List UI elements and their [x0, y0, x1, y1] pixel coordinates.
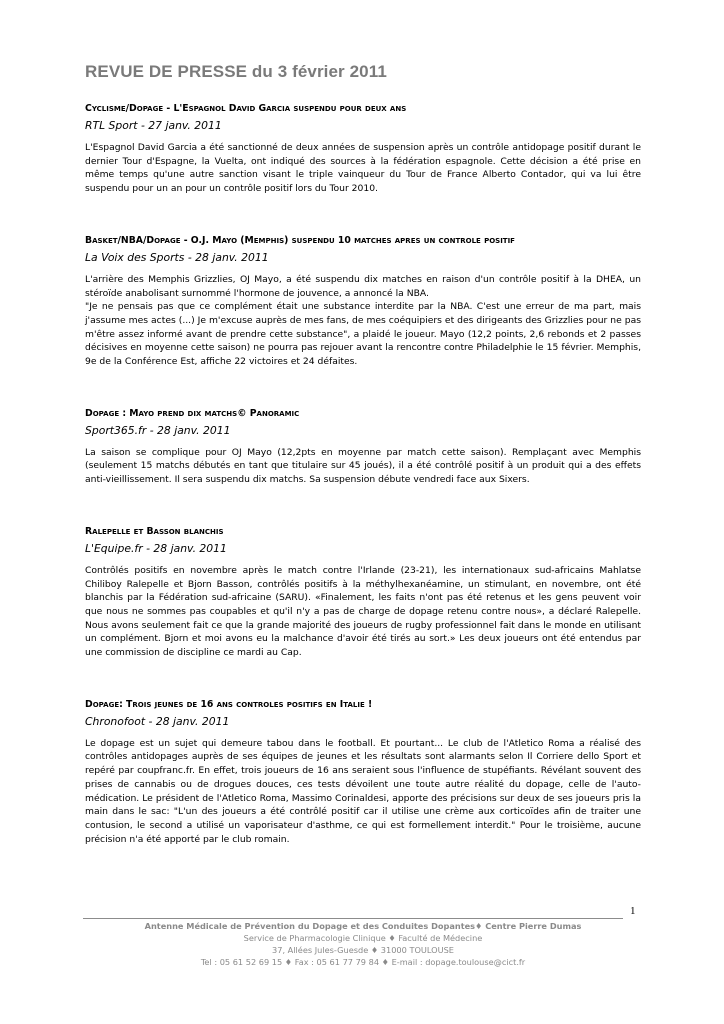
page-footer — [83, 920, 643, 968]
document-title: REVUE DE PRESSE du 3 février 2011 — [85, 62, 387, 81]
article-body-quote: "Je ne pensais pas que ce complément était une substance interdite par la NBA. C'est une erreur de ma part, mais j'assume mes actes (...) Je m'excuse auprès de mes fans, de mes coéquipiers et des dirigeants des Grizzlies pour ne pas m'être assez informé avant de prendre cette substance", a plaidé le joueur. Mayo (12,2 points, 2,6 rebonds et 2 passes décisives en moyenne cette saison) ne pourra pas rejouer avant la rencontre contre Philadelphie le 15 février. Memphis, 9e de la Conférence Est, affiche 22 victoires et 24 défaites. — [85, 301, 641, 368]
footer-address: 37, Allées Jules-Guesde ♦ 31000 TOULOUSE — [272, 945, 454, 955]
article-body: La saison se complique pour OJ Mayo (12,2pts en moyenne par match cette saison). Remplaçant avec Memphis (seulement 15 matchs débutés en tant que titulaire sur 45 joués), il a été contrôlé positif à un produit qui a des effets anti-vieillissement. Il sera suspendu dix matchs. Sa suspension débute vendredi face aux Sixers. — [85, 446, 641, 486]
article-body: Contrôlés positifs en novembre après le match contre l'Irlande (23-21), les internationaux sud-africains Mahlatse Chiliboy Ralepelle et Bjorn Basson, contrôlés positifs à la méthylhexanéamine, un stimulant, en novembre, ont été blanchis par la Fédération sud-africaine (SARU). «Finalement, les faits n'ont pas été retenus et les gens peuvent voir que nous ne sommes pas coupables et qu'il n'y a pas de charge de dopage retenu contre nous», a déclaré Ralepelle. Nous avons seulement fait ce que la grande majorité des joueurs de rugby professionnel fait dans le monde en utilisant un complément. Bjorn et moi avons eu la malchance d'avoir été tirés au sort.» Les deux joueurs ont été entendus par une commission de discipline ce mardi au Cap. — [85, 564, 641, 659]
article-body: L'Espagnol David Garcia a été sanctionné de deux années de suspension après un contrôle antidopage positif durant le dernier Tour d'Espagne, la Vuelta, ont indiqué des sources à la fédération espagnole. Cette décision a été prise en même temps qu'une autre sanction visant le triple vainqueur du Tour de France Alberto Contador, qui va lui être suspendu pour un an pour un contrôle positif lors du Tour 2010. — [85, 142, 641, 195]
footer-contact: Tel : 05 61 52 69 15 ♦ Fax : 05 61 77 79 84 ♦ E-mail : dopage.toulouse@cict.fr — [200, 957, 526, 967]
article-body: Le dopage est un sujet qui demeure tabou dans le football. Et pourtant... Le club de l'Atletico Roma a réalisé des contrôles antidopages auprès de ses équipes de jeunes et les résultats sont alarmants selon Il Corriere dello Sport et repéré par coupfranc.fr. En effet, trois joueurs de 16 ans seraient sous l'influence de stupéfiants. Révélant souvent des prises de cannabis ou de drogues douces, ces tests dévoilent une toute autre réalité du dopage, celle de l'auto-médication. Le président de l'Atletico Roma, Massimo Corinaldesi, apporte des précisions sur deux de ses joueurs pris la main dans le sac: "L'un des joueurs a été contrôlé positif car il utilise une crème aux corticoïdes afin de traiter une contusion, le second a utilisé un vaporisateur d'asthme, ce qui est formellement interdit." Pour le troisième, aucune précision n'a été apporté par le club romain. — [85, 737, 641, 845]
article-mayo — [85, 407, 641, 487]
article-cyclisme — [85, 102, 641, 196]
article-source: Sport365.fr - 28 janv. 2011 — [85, 423, 231, 437]
page-number: 1 — [630, 905, 636, 917]
footer-department: Service de Pharmacologie Clinique ♦ Faculté de Médecine — [243, 933, 483, 943]
article-source: RTL Sport - 27 janv. 2011 — [85, 119, 222, 132]
article-source: L'Equipe.fr - 28 janv. 2011 — [85, 541, 227, 555]
article-headline: Dopage: Trois jeunes de 16 ans controles positifs en Italie ! — [85, 698, 373, 710]
article-body: L'arrière des Memphis Grizzlies, OJ Mayo, a été suspendu dix matches en raison d'un contrôle positif à la DHEA, un stéroïde anabolisant surnommé l'hormone de jouvence, a annoncé la NBA. — [85, 273, 641, 299]
article-basket — [85, 234, 641, 369]
article-headline: Basket/NBA/Dopage - O.J. Mayo (Memphis) suspendu 10 matches apres un controle positif — [85, 234, 515, 246]
footer-divider — [83, 918, 623, 919]
document-page — [85, 62, 641, 846]
article-source: Chronofoot - 28 janv. 2011 — [85, 714, 230, 728]
article-headline: Cyclisme/Dopage - L'Espagnol David Garcia suspendu pour deux ans — [85, 103, 407, 114]
article-source: La Voix des Sports - 28 janv. 2011 — [85, 250, 269, 264]
article-headline: Dopage : Mayo prend dix matchs© Panoramic — [85, 407, 300, 419]
footer-organization: Antenne Médicale de Prévention du Dopage et des Conduites Dopantes♦ Centre Pierre Dumas — [144, 921, 582, 931]
article-headline: Ralepelle et Basson blanchis — [85, 525, 224, 537]
article-football — [85, 698, 641, 847]
article-rugby — [85, 525, 641, 660]
